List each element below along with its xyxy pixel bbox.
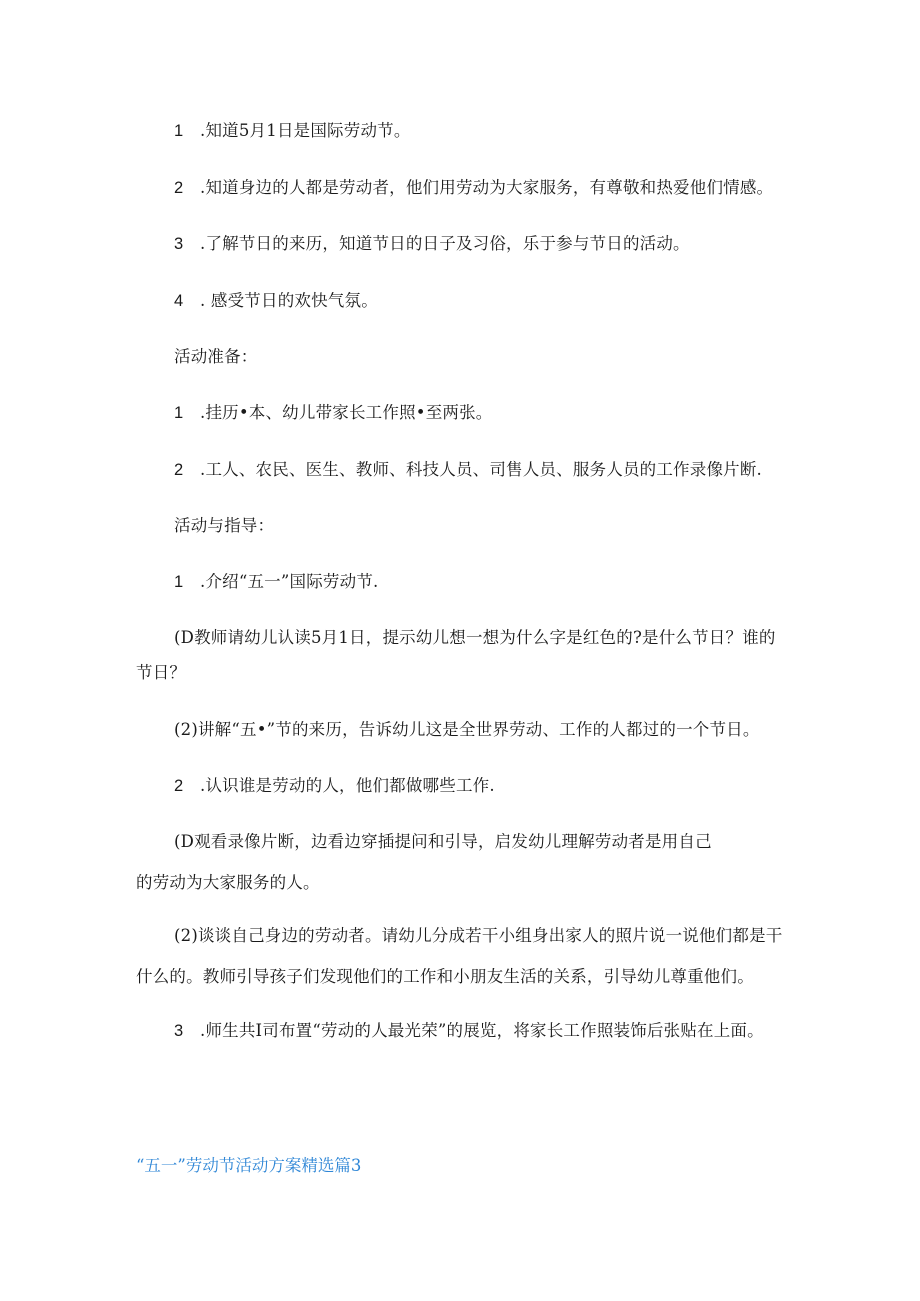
list-number: 1 [174,122,184,140]
goal-item-1 [174,120,411,142]
goal-item-3 [174,233,690,255]
list-number: 3 [174,235,184,253]
paragraph-text: .挂历•本、幼儿带家长工作照•至两张。 [200,403,493,422]
goal-item-4 [174,290,378,312]
guidance-item-3 [174,1020,764,1042]
list-number: 1 [174,573,184,591]
guidance-subitem-2-2-cont [136,966,754,988]
paragraph-text: .知道5月1日是国际劳动节。 [200,121,411,140]
goal-item-2 [174,177,773,199]
guidance-subitem-2-2 [174,925,782,947]
guidance-subitem-1-2 [174,719,760,741]
guidance-item-1 [174,571,378,593]
preparation-item-1 [174,402,493,424]
paragraph-text: .介绍“五一”国际劳动节. [200,572,379,591]
paragraph-text: 节日？ [136,663,187,682]
paragraph-text: 活动准备： [174,347,258,366]
section-label-preparation [174,346,258,368]
paragraph-text: .师生共I司布置“劳动的人最光荣”的展览，将家长工作照装饰后张贴在上面。 [200,1021,764,1040]
list-number: 2 [174,179,184,197]
guidance-item-2 [174,775,495,797]
paragraph-text: (D观看录像片断，边看边穿插提问和引导，启发幼儿理解劳动者是用自己 [174,832,712,851]
paragraph-text: .了解节日的来历，知道节日的日子及习俗，乐于参与节日的活动。 [200,234,690,253]
paragraph-text: .认识谁是劳动的人，他们都做哪些工作. [200,776,495,795]
paragraph-text: .工人、农民、医生、教师、科技人员、司售人员、服务人员的工作录像片断. [200,460,762,479]
list-number: 3 [174,1022,184,1040]
paragraph-text: (D教师请幼儿认读5月1日，提示幼儿想一想为什么字是红色的?是什么节日？谁的 [174,628,776,647]
preparation-item-2 [174,459,762,481]
guidance-subitem-1-1 [174,627,776,649]
guidance-subitem-2-1 [174,831,712,853]
list-number: 2 [174,777,184,795]
guidance-subitem-2-1-cont [136,872,320,894]
paragraph-text: (2)谈谈自己身边的劳动者。请幼儿分成若干小组身出家人的照片说一说他们都是干 [174,926,783,945]
paragraph-text: .知道身边的人都是劳动者，他们用劳动为大家服务，有尊敬和热爱他们情感。 [200,178,774,197]
section-label-guidance [174,515,274,537]
paragraph-text: 的劳动为大家服务的人。 [136,873,320,892]
paragraph-text: 活动与指导： [174,516,275,535]
list-number: 1 [174,404,184,422]
paragraph-text: 什么的。教师引导孩子们发现他们的工作和小朋友生活的关系，引导幼儿尊重他们。 [136,967,754,986]
paragraph-text: (2)讲解“五•”节的来历，告诉幼儿这是全世界劳动、工作的人都过的一个节日。 [174,720,760,739]
list-number: 2 [174,461,184,479]
section-heading: “五一”劳动节活动方案精选篇3 [136,1156,362,1175]
list-number: 4 [174,292,184,310]
guidance-subitem-1-1-cont [136,662,186,684]
paragraph-text: . 感受节日的欢快气氛。 [200,291,378,310]
